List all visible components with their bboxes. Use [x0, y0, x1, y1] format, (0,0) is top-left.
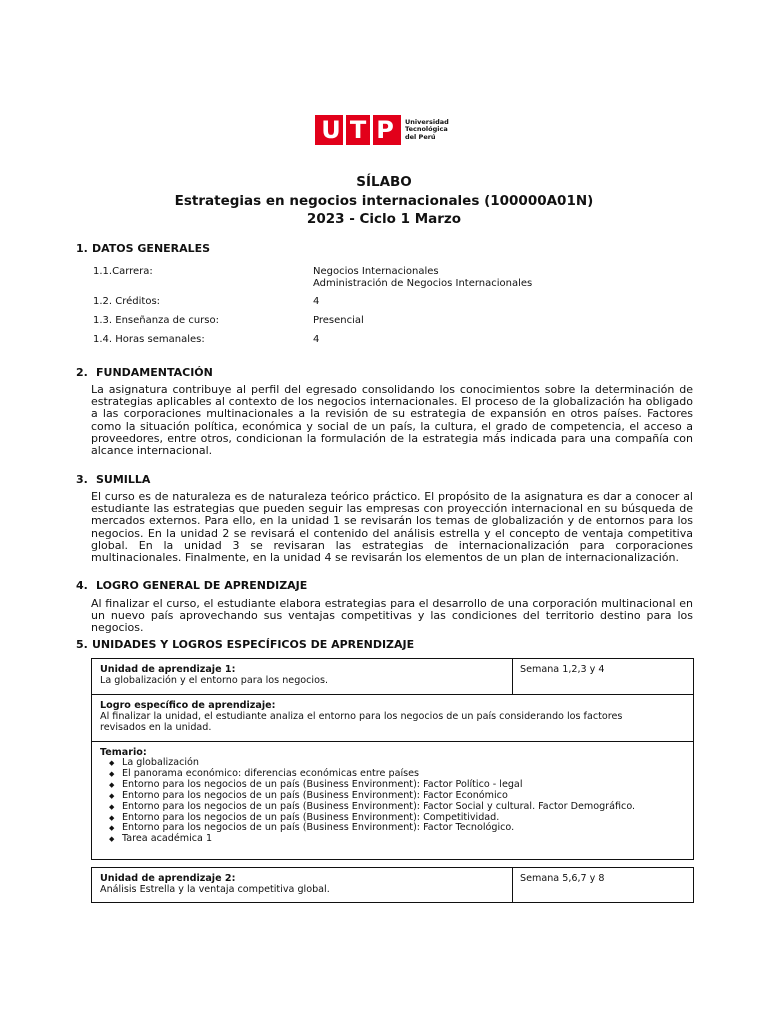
course-cycle: 2023 - Ciclo 1 Marzo [306, 211, 462, 227]
unit1-logro-row [91, 694, 694, 742]
horas-label: 1.4. Horas semanales: [93, 334, 205, 345]
ensenanza-value: Presencial [313, 315, 364, 326]
logro-general-text: Al finalizar el curso, el estudiante elabora estrategias para el desarrollo de una corporación multinacional en un nuevo país aprovechando sus ventajas competitivas y las condiciones del territorio destino para los negocios. [91, 597, 693, 635]
list-item: ◆ La globalización [122, 758, 690, 769]
list-item: ◆ Entorno para los negocios de un país (Business Environment): Factor Económico [122, 791, 690, 802]
unit1-logro-heading: Logro específico de aprendizaje: [100, 700, 276, 711]
logo-letter-p: P [376, 116, 394, 144]
unit2-weeks: Semana 5,6,7 y 8 [520, 873, 605, 884]
section-heading-fundamentacion: 2. FUNDAMENTACIÓN [76, 366, 213, 379]
carrera-label: 1.1.Carrera: [93, 266, 153, 277]
fundamentacion-text: La asignatura contribuye al perfil del egresado consolidando los conocimientos sobre la determinación de estrategias aplicables al contexto de los negocios internacionales. El proceso de la globalización ha obligado a las corporaciones multinacionales a la revisión de su estrategia de expansión en otros países. Factores como la situación política, económica y social de un país, la cultura, el grado de competencia, el acceso a proveedores, entre otros, condicionan la formulación de la estrategia más indicada para una compañía con alcance internacional. [91, 383, 693, 458]
creditos-label: 1.2. Créditos: [93, 296, 161, 307]
horas-value: 4 [313, 334, 320, 345]
utp-logo [315, 114, 455, 146]
list-item: ◆ Entorno para los negocios de un país (Business Environment): Factor Político - legal [122, 780, 690, 791]
list-item: ◆ Entorno para los negocios de un país (Business Environment): Factor Tecnológico. [122, 823, 690, 834]
unit2-name: Análisis Estrella y la ventaja competitiva global. [100, 884, 330, 895]
section-heading-datos: 1. DATOS GENERALES [76, 242, 211, 255]
section-heading-logro: 4. LOGRO GENERAL DE APRENDIZAJE [76, 579, 308, 592]
document-title: SÍLABO [356, 174, 412, 190]
carrera-value-2: Administración de Negocios Internacionales [313, 278, 533, 289]
unit1-header-row [91, 658, 694, 695]
list-item: ◆ El panorama económico: diferencias económicas entre países [122, 769, 690, 780]
ensenanza-label: 1.3. Enseñanza de curso: [93, 315, 219, 326]
unit1-temario-list [100, 758, 690, 845]
logo-wordmark: Universidad Tecnológica del Perú [405, 117, 449, 141]
unit2-header-row [91, 867, 694, 903]
creditos-value: 4 [313, 296, 320, 307]
list-item: ◆ Entorno para los negocios de un país (Business Environment): Competitividad. [122, 813, 690, 824]
logo-letter-u: U [321, 116, 341, 144]
carrera-value-1: Negocios Internacionales [313, 266, 439, 277]
sumilla-text: El curso es de naturaleza es de naturaleza teórico práctico. El propósito de la asignatura es dar a conocer al estudiante las estrategias que pueden seguir las empresas con proyección internacional en su búsqueda de mercados externos. Para ello, en la unidad 1 se revisarán los temas de globalización y de entornos para los negocios. En la unidad 2 se revisará el contenido del análisis estrella y el concepto de ventaja competitiva global. En la unidad 3 se revisaran las estrategias de internacionalización para corporaciones multinacionales. Finalmente, en la unidad 4 se revisarán los elementos de un plan de internacionalización. [91, 490, 693, 565]
unit1-name: La globalización y el entorno para los negocios. [100, 675, 329, 686]
list-item: ◆ Entorno para los negocios de un país (Business Environment): Factor Social y cultural. Factor Demográfico. [122, 802, 690, 813]
list-item: ◆ Tarea académica 1 [122, 834, 690, 845]
unit2-heading: Unidad de aprendizaje 2: [100, 873, 236, 884]
unit1-logro-text: Al finalizar la unidad, el estudiante analiza el entorno para los negocios de un país considerando los factores revisados en la unidad. [100, 711, 623, 733]
unit1-temario-heading: Temario: [100, 747, 147, 758]
logo-letter-t: T [349, 116, 367, 144]
unit1-weeks: Semana 1,2,3 y 4 [520, 664, 605, 675]
logo-mark [315, 115, 401, 145]
section-heading-unidades: 5. UNIDADES Y LOGROS ESPECÍFICOS DE APRENDIZAJE [76, 638, 415, 651]
course-title: Estrategias en negocios internacionales (100000A01N) [174, 193, 594, 209]
section-heading-sumilla: 3. SUMILLA [76, 473, 151, 486]
unit1-temario-row [91, 741, 694, 860]
unit1-heading: Unidad de aprendizaje 1: [100, 664, 236, 675]
